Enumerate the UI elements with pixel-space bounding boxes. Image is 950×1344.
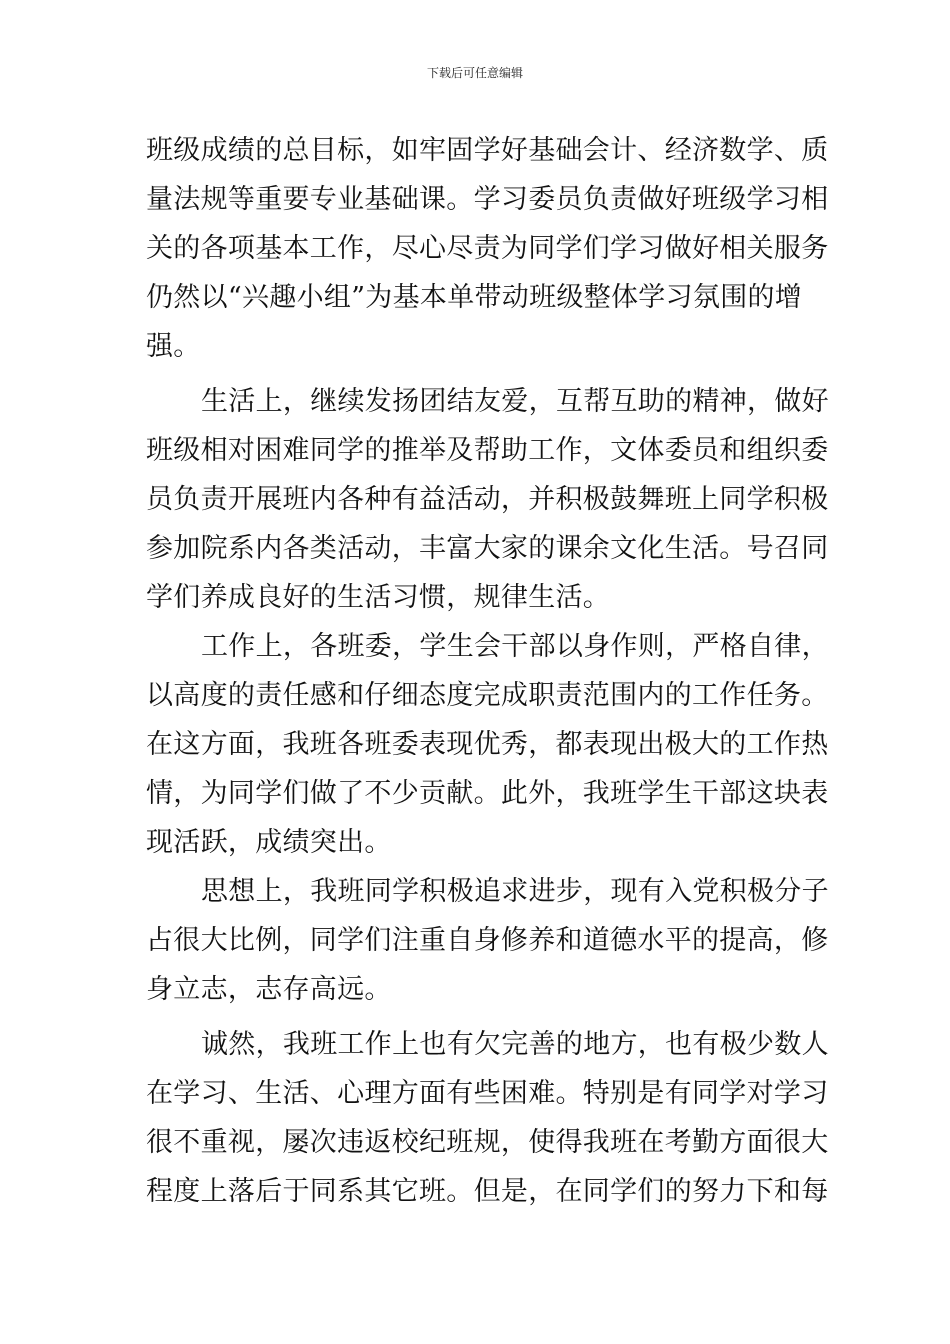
document-body — [146, 126, 829, 1216]
text-line: 工作上，各班委，学生会干部以身作则，严格自律， — [201, 631, 829, 662]
text-line: 班级成绩的总目标，如牢固学好基础会计、经济数学、质 — [146, 135, 829, 166]
text-line: 学们养成良好的生活习惯，规律生活。 — [146, 582, 611, 613]
text-line: 量法规等重要专业基础课。学习委员负责做好班级学习相 — [146, 184, 829, 215]
text-line: 现活跃，成绩突出。 — [146, 827, 392, 858]
text-line: 仍然以“兴趣小组”为基本单带动班级整体学习氛围的增 — [146, 282, 803, 313]
text-line: 情，为同学们做了不少贡献。此外，我班学生干部这块表 — [146, 778, 829, 809]
text-line: 班级相对困难同学的推举及帮助工作，文体委员和组织委 — [146, 435, 829, 466]
page-header: 下载后可任意编辑 — [426, 66, 523, 80]
text-line: 生活上，继续发扬团结友爱，互帮互助的精神，做好 — [201, 386, 829, 417]
paragraph-2 — [146, 377, 829, 622]
paragraph-4 — [146, 867, 829, 1014]
text-line: 诚然，我班工作上也有欠完善的地方，也有极少数人 — [201, 1029, 829, 1060]
text-line: 程度上落后于同系其它班。但是，在同学们的努力下和每 — [146, 1176, 829, 1207]
text-line: 在这方面，我班各班委表现优秀，都表现出极大的工作热 — [146, 729, 829, 760]
paragraph-1 — [146, 126, 829, 371]
text-line: 员负责开展班内各种有益活动，并积极鼓舞班上同学积极 — [146, 484, 829, 515]
text-line: 以高度的责任感和仔细态度完成职责范围内的工作任务。 — [146, 680, 829, 711]
text-line: 思想上，我班同学积极追求进步，现有入党积极分子 — [201, 876, 829, 907]
paragraph-5 — [146, 1020, 829, 1216]
paragraph-3 — [146, 622, 829, 867]
text-line: 身立志，志存高远。 — [146, 974, 392, 1005]
text-line: 参加院系内各类活动，丰富大家的课余文化生活。号召同 — [146, 533, 829, 564]
text-line: 强。 — [146, 331, 201, 362]
text-line: 关的各项基本工作，尽心尽责为同学们学习做好相关服务 — [146, 233, 829, 264]
text-line: 在学习、生活、心理方面有些困难。特别是有同学对学习 — [146, 1078, 829, 1109]
text-line: 占很大比例，同学们注重自身修养和道德水平的提高，修 — [146, 925, 829, 956]
text-line: 很不重视，屡次违返校纪班规，使得我班在考勤方面很大 — [146, 1127, 829, 1158]
